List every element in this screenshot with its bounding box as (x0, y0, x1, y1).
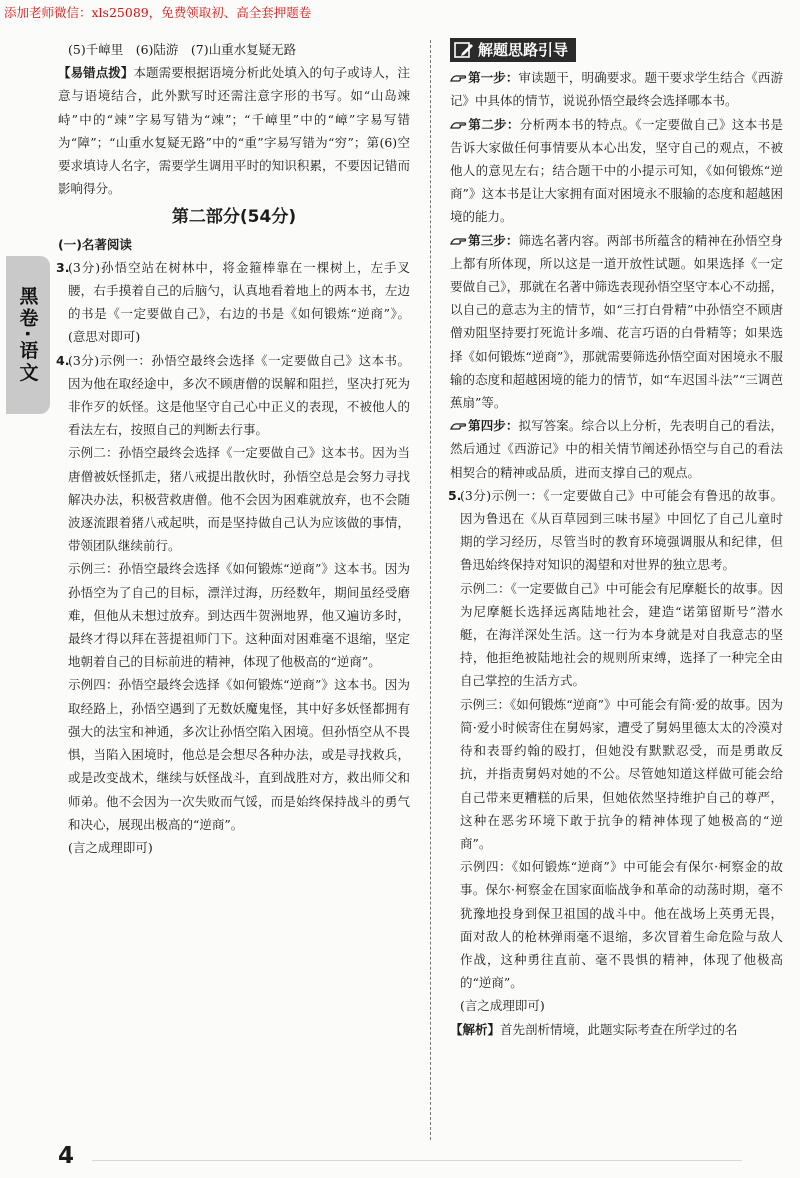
q5-number: 5. (448, 487, 462, 503)
tip-text: 本题需要根据语境分析此处填入的句子或诗人，注意与语境结合，此外默写时还需注意字形的书写。如“山岛竦峙”中的“竦”字易写错为“竦”；“千嶂里”中的“嶂”字易写错为“障”；“山重水复疑无路”中的“重”字易写错为“穷”；第(6)空要求填诗人名字，需要学生调用平时的知识积累，不要因记错而影响得分。 (58, 65, 410, 197)
step-3 (450, 229, 783, 415)
pointing-hand-icon (450, 119, 467, 130)
q4-note: (言之成理即可) (68, 839, 153, 855)
question-3 (58, 256, 410, 349)
q4-example-1: (3分)示例一：孙悟空最终会选择《一定要做自己》这本书。因为他在取经途中，多次不顾唐僧的误解和阻拦，坚决打死为非作歹的妖怪。这是他坚守自己心中正义的表现，不被他人的看法左右，按照自己的判断去行事。 (68, 352, 410, 438)
tip-tag: 【易错点拨】 (58, 65, 134, 81)
q5-note: (言之成理即可) (460, 998, 545, 1014)
step-2 (450, 113, 783, 229)
pointing-hand-icon (450, 72, 467, 83)
analysis-paragraph (450, 1018, 783, 1041)
analysis-tag: 【解析】 (450, 1021, 501, 1037)
page-number: 4 (58, 1143, 75, 1169)
step-2-label: 第二步： (468, 116, 520, 132)
q4-example-3: 示例三：孙悟空最终会选择《如何锻炼“逆商”》这本书。因为孙悟空为了自己的目标，漂洋过海，历经数年，期间虽经受磨难，但他从未想过放弃。到达西牛贺洲地界，他又遍访多时，最终才得以拜在菩提祖师门下。这种面对困难毫不退缩，坚定地朝着自己的目标前进的精神，体现了他极高的“逆商”。 (68, 561, 410, 670)
step-4-text: 拟写答案。综合以上分析，先表明自己的看法，然后通过《西游记》中的相关情节阐述孙悟空与自己的看法相契合的精神或品质，进而支撑自己的观点。 (450, 418, 783, 480)
step-2-text: 分析两本书的特点。《一定要做自己》这本书是告诉大家做任何事情要从本心出发，坚守自己的观点，不被他人的意见左右；结合题干中的小提示可知，《如何锻炼“逆商”》这本书是让大家拥有面对困境永不服输的态度和超越困境的能力。 (450, 116, 783, 225)
pencil-note-icon (454, 41, 474, 59)
question-5 (450, 484, 783, 577)
answers-line: (5)千嶂里 (6)陆游 (7)山重水复疑无路 (68, 42, 297, 57)
subsection-title: (一)名著阅读 (58, 236, 132, 252)
step-4 (450, 414, 783, 484)
step-3-text: 筛选名著内容。两部书所蕴含的精神在孙悟空身上都有所体现，所以这是一道开放性试题。如果选择《一定要做自己》，那就在名著中筛选表现孙悟空坚守本心不动摇，以自己的意志为主的情节，如“三打白骨精”中孙悟空不顾唐僧劝阻坚持要打死诡计多端、花言巧语的白骨精等；如果选择《如何锻炼“逆商”》，那就需要筛选孙悟空面对困境永不服输的态度和超越困境的能力的情节，如“车迟国斗法”“三调芭蕉扇”等。 (450, 232, 783, 411)
q4-example-2: 示例二：孙悟空最终会选择《一定要做自己》这本书。因为当唐僧被妖怪抓走，猪八戒提出散伙时，孙悟空总是会努力寻找解决办法，积极营救唐僧。他不会因为困难就放弃，也不会随波逐流跟着猪八戒起哄，而是坚持做自己认为应该做的事情，带领团队继续前行。 (68, 445, 410, 554)
side-tab-label: 黑卷·语文 (16, 285, 39, 385)
left-column (58, 38, 410, 859)
top-watermark-note: 添加老师微信：xls25089，免费领取初、高全套押题卷 (4, 5, 312, 20)
step-1-label: 第一步： (468, 70, 519, 86)
section-title: 第二部分(54分) (171, 207, 297, 228)
q4-example-4: 示例四：孙悟空最终会选择《如何锻炼“逆商”》这本书。因为取经路上，孙悟空遇到了无数妖魔鬼怪，其中好多妖怪都拥有强大的法宝和神通，多次让孙悟空陷入困境。但孙悟空从不畏惧，当陷入困境时，他总是会想尽各种办法，或是寻找救兵，或是改变战术，继续与妖怪战斗，直到战胜对方，救出师父和师弟。他不会因为一次失败而气馁，而是始终保持战斗的勇气和决心，展现出极高的“逆商”。 (68, 677, 410, 832)
q5-example-3: 示例三：《如何锻炼“逆商”》中可能会有简·爱的故事。因为简·爱小时候寄住在舅妈家，遭受了舅妈里德太太的冷漠对待和表哥约翰的殴打，但她没有默默忍受，而是勇敢反抗，并指责舅妈对她的不公。尽管她知道这样做可能会给自己带来更糟糕的后果，但她依然坚持维护自己的尊严，这种在恶劣环境下敢于抗争的精神体现了她极高的“逆商”。 (460, 696, 784, 851)
solution-guide-title: 解题思路引导 (478, 41, 569, 59)
step-3-label: 第三步： (468, 232, 519, 248)
q5-example-1: (3分)示例一：《一定要做自己》中可能会有鲁迅的故事。因为鲁迅在《从百草园到三味书屋》中回忆了自己儿童时期的学习经历，尽管当时的教育环境强调服从和纪律，但鲁迅始终保持对知识的渴望和对世界的独立思考。 (460, 487, 783, 573)
tip-paragraph (58, 61, 410, 200)
solution-guide-header (450, 38, 576, 62)
step-1-text: 审读题干，明确要求。题干要求学生结合《西游记》中具体的情节，说说孙悟空最终会选择哪本书。 (450, 70, 783, 109)
q3-text: (3分)孙悟空站在树林中，将金箍棒靠在一棵树上，左手叉腰，右手摸着自己的后脑勺，认真地看着地上的两本书，左边的书是《一定要做自己》，右边的书是《如何锻炼“逆商”》。(意思对即可) (68, 259, 410, 345)
step-4-label: 第四步： (468, 418, 519, 434)
side-tab (6, 256, 50, 414)
footer-rule (92, 1160, 742, 1161)
question-4 (58, 349, 410, 442)
analysis-text: 首先剖析情境，此题实际考查在所学过的名 (500, 1021, 738, 1037)
q4-number: 4. (56, 352, 70, 368)
pointing-hand-icon (450, 235, 467, 246)
step-1 (450, 66, 783, 112)
pointing-hand-icon (450, 420, 467, 431)
right-column (450, 38, 783, 1041)
q3-number: 3. (56, 259, 70, 275)
column-divider (430, 40, 431, 1140)
q5-example-4: 示例四：《如何锻炼“逆商”》中可能会有保尔·柯察金的故事。保尔·柯察金在国家面临战争和革命的动荡时期，毫不犹豫地投身到保卫祖国的战斗中。他在战场上英勇无畏，面对敌人的枪林弹雨毫不退缩，多次冒着生命危险与敌人作战，这种勇往直前、毫不畏惧的精神，体现了他极高的“逆商”。 (460, 859, 783, 991)
q5-example-2: 示例二：《一定要做自己》中可能会有尼摩艇长的故事。因为尼摩艇长选择远离陆地社会，建造“诺第留斯号”潜水艇，在海洋深处生活。这一行为本身就是对自我意志的坚持，他拒绝被陆地社会的规则所束缚，选择了一种完全由自己掌控的生活方式。 (460, 580, 783, 689)
